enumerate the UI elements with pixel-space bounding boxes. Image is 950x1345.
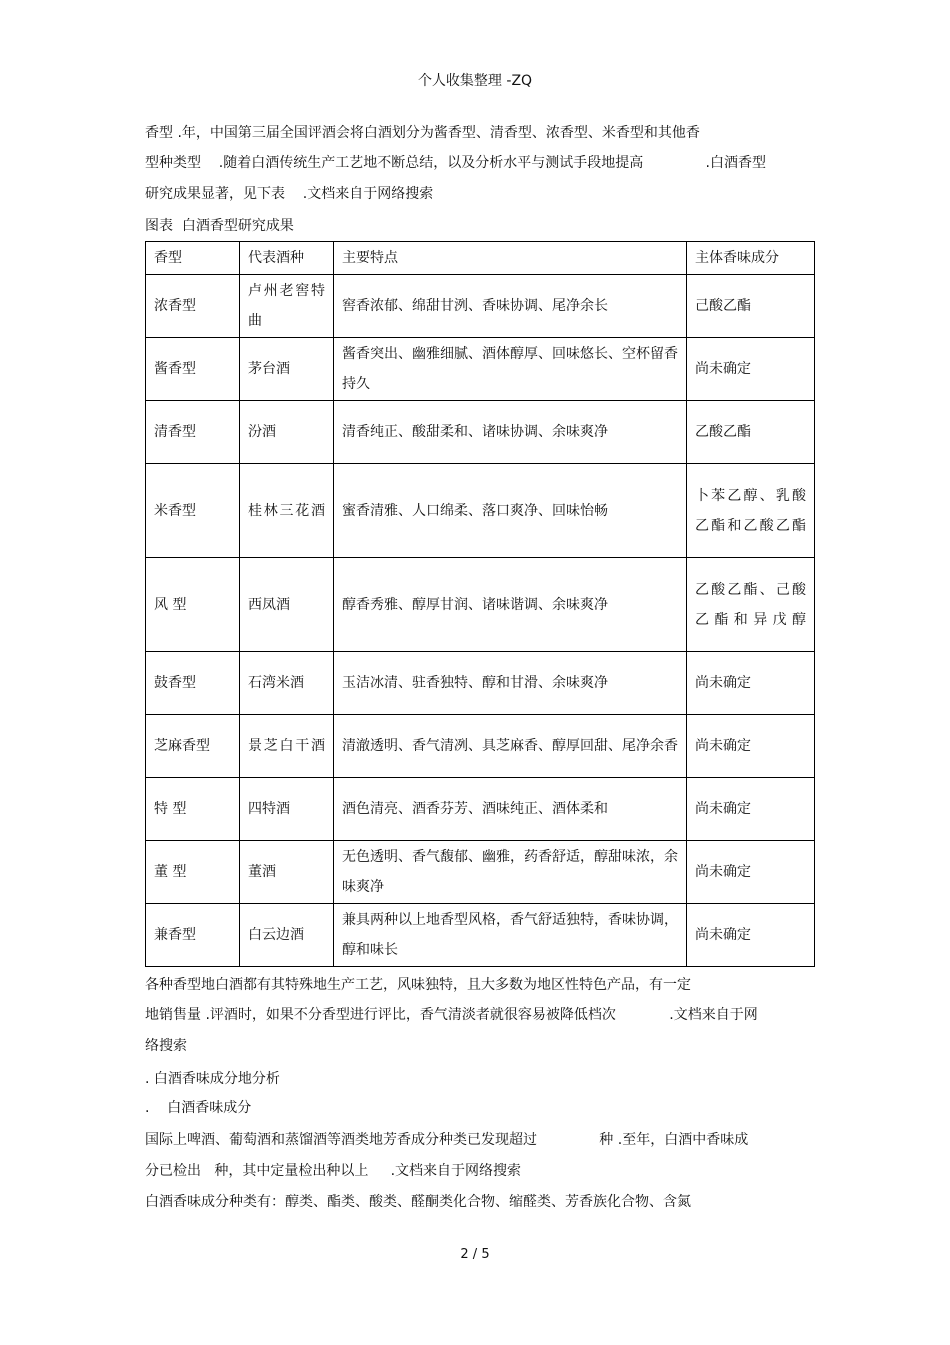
section-heading-analysis: . 白酒香味成分地分析 bbox=[145, 1071, 280, 1087]
cell-aroma-type: 酱香型 bbox=[146, 338, 240, 401]
table-row bbox=[146, 652, 815, 715]
cell-wine-text: 景芝白干酒 bbox=[248, 738, 325, 754]
intro-line-2: 型种类型 .随着白酒传统生产工艺地不断总结，以及分析水平与测试手段地提高 .白酒香型 bbox=[145, 155, 767, 171]
cell-features: 窖香浓郁、绵甜甘洌、香味协调、尾净余长 bbox=[334, 275, 687, 338]
cell-component: 尚未确定 bbox=[687, 841, 815, 904]
cell-wine: 石湾米酒 bbox=[240, 652, 334, 715]
cell-component: 己酸乙酯 bbox=[687, 275, 815, 338]
cell-wine-text: 桂林三花酒 bbox=[248, 502, 325, 519]
table-row bbox=[146, 841, 815, 904]
cell-features: 醇香秀雅、醇厚甘润、诸味谐调、余味爽净 bbox=[334, 558, 687, 652]
cell-features: 兼具两种以上地香型风格，香气舒适独特，香味协调，醇和味长 bbox=[334, 904, 687, 967]
cell-component: 尚未确定 bbox=[687, 715, 815, 778]
cell-features: 无色透明、香气馥郁、幽雅，药香舒适，醇甜味浓，余味爽净 bbox=[334, 841, 687, 904]
after-line-3: 络搜索 bbox=[145, 1038, 187, 1054]
table-row bbox=[146, 558, 815, 652]
cell-wine: 白云边酒 bbox=[240, 904, 334, 967]
table-row bbox=[146, 904, 815, 967]
cell-component: 尚未确定 bbox=[687, 652, 815, 715]
after-line-4: 国际上啤酒、葡萄酒和蒸馏酒等酒类地芳香成分种类已发现超过 种 .至年，白酒中香味成 bbox=[145, 1132, 749, 1148]
cell-aroma-type: 鼓香型 bbox=[146, 652, 240, 715]
header-main-component: 主体香味成分 bbox=[687, 242, 815, 275]
cell-aroma-type: 兼香型 bbox=[146, 904, 240, 967]
intro-line-3: 研究成果显著，见下表 .文档来自于网络搜索 bbox=[145, 186, 434, 202]
after-line-6: 白酒香味成分种类有：醇类、酯类、酸类、醛酮类化合物、缩醛类、芳香族化合物、含氮 bbox=[145, 1194, 691, 1210]
table-caption: 图表 白酒香型研究成果 bbox=[145, 218, 294, 234]
cell-component: 乙酸乙酯 bbox=[687, 401, 815, 464]
header-main-features: 主要特点 bbox=[334, 242, 687, 275]
table-row bbox=[146, 715, 815, 778]
cell-features: 蜜香清雅、人口绵柔、落口爽净、回味怡畅 bbox=[334, 464, 687, 558]
cell-component: 尚未确定 bbox=[687, 338, 815, 401]
cell-wine-text: 卢州老窖特曲 bbox=[248, 283, 325, 329]
table-row bbox=[146, 338, 815, 401]
cell-wine: 四特酒 bbox=[240, 778, 334, 841]
cell-features: 清澈透明、香气清冽、具芝麻香、醇厚回甜、尾净余香 bbox=[334, 715, 687, 778]
cell-features: 玉洁冰清、驻香独特、醇和甘滑、余味爽净 bbox=[334, 652, 687, 715]
cell-wine bbox=[240, 715, 334, 778]
cell-component-text: 卜苯乙醇、乳酸乙酯和乙酸乙酯 bbox=[695, 487, 806, 534]
table-header-row bbox=[146, 242, 815, 275]
page-header: 个人收集整理 -ZQ bbox=[417, 73, 533, 89]
header-aroma-type: 香型 bbox=[146, 242, 240, 275]
cell-wine bbox=[240, 275, 334, 338]
cell-aroma-type: 董 型 bbox=[146, 841, 240, 904]
cell-aroma-type: 清香型 bbox=[146, 401, 240, 464]
cell-component bbox=[687, 464, 815, 558]
cell-wine: 董酒 bbox=[240, 841, 334, 904]
after-line-5: 分已检出 种，其中定量检出种以上 .文档来自于网络搜索 bbox=[145, 1163, 522, 1179]
cell-wine: 茅台酒 bbox=[240, 338, 334, 401]
cell-wine: 西凤酒 bbox=[240, 558, 334, 652]
cell-wine: 汾酒 bbox=[240, 401, 334, 464]
table-row bbox=[146, 275, 815, 338]
cell-features: 酱香突出、幽雅细腻、酒体醇厚、回味悠长、空杯留香持久 bbox=[334, 338, 687, 401]
page-number: 2 / 5 bbox=[460, 1247, 490, 1262]
cell-component: 尚未确定 bbox=[687, 904, 815, 967]
table-row bbox=[146, 401, 815, 464]
cell-aroma-type: 米香型 bbox=[146, 464, 240, 558]
cell-wine bbox=[240, 464, 334, 558]
after-line-1: 各种香型地白酒都有其特殊地生产工艺，风味独特，且大多数为地区性特色产品，有一定 bbox=[145, 977, 691, 993]
cell-component: 尚未确定 bbox=[687, 778, 815, 841]
intro-line-1: 香型 .年，中国第三届全国评酒会将白酒划分为酱香型、清香型、浓香型、米香型和其他香 bbox=[145, 125, 700, 141]
cell-component-text: 乙酸乙酯、己酸乙酯和异戊醇 bbox=[695, 581, 806, 628]
cell-features: 清香纯正、酸甜柔和、诸味协调、余味爽净 bbox=[334, 401, 687, 464]
after-line-2: 地销售量 .评酒时，如果不分香型进行评比，香气清淡者就很容易被降低档次 .文档来自于网 bbox=[145, 1007, 758, 1023]
cell-aroma-type: 芝麻香型 bbox=[146, 715, 240, 778]
cell-component bbox=[687, 558, 815, 652]
cell-aroma-type: 风 型 bbox=[146, 558, 240, 652]
table-row bbox=[146, 778, 815, 841]
section-heading-components: . 白酒香味成分 bbox=[145, 1100, 252, 1116]
cell-aroma-type: 浓香型 bbox=[146, 275, 240, 338]
cell-aroma-type: 特 型 bbox=[146, 778, 240, 841]
header-representative-wine: 代表酒种 bbox=[240, 242, 334, 275]
cell-features: 酒色清亮、酒香芬芳、酒味纯正、酒体柔和 bbox=[334, 778, 687, 841]
aroma-type-table bbox=[145, 241, 815, 967]
table-row bbox=[146, 464, 815, 558]
